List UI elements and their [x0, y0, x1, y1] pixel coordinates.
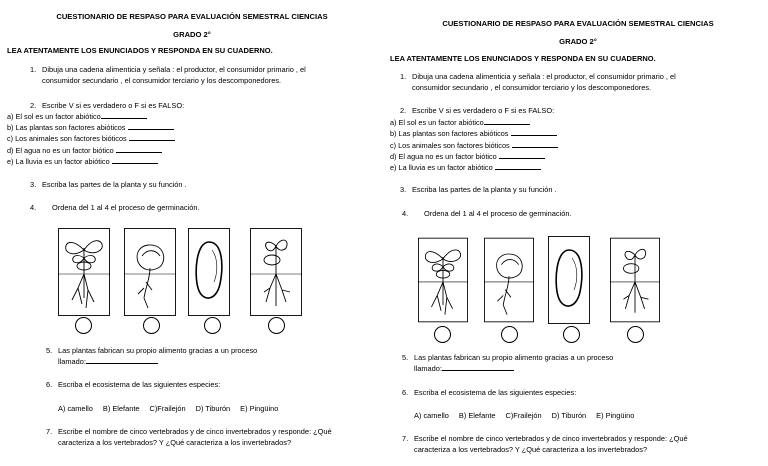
- grade-label: GRADO 2°: [559, 37, 597, 46]
- answer-blank[interactable]: [512, 141, 558, 148]
- bean-seed-icon: [548, 236, 590, 324]
- question-1: 1. Dibuja una cadena alimenticia y señala : el productor, el consumidor primario , el: [400, 72, 676, 81]
- answer-blank[interactable]: [442, 364, 514, 371]
- question-7-line-2: caracteriza a los vertebrados? Y ¿Qué caracteriza a los invertebrados?: [58, 438, 292, 447]
- species-item: C)Frailejón: [149, 404, 186, 413]
- bean-seed-icon: [188, 228, 230, 316]
- species-item: D) Tiburón: [195, 404, 231, 413]
- seedling-icon: [250, 228, 302, 316]
- answer-blank[interactable]: [129, 134, 175, 141]
- question-7: 7. Escribe el nombre de cinco vertebrados y de cinco invertebrados y responde: ¿Qué: [46, 427, 332, 436]
- question-1-line-2: consumidor secundario , el consumidor terciario y los descomponedores.: [412, 83, 652, 92]
- worksheet-page-right: [388, 0, 768, 466]
- answer-blank[interactable]: [101, 112, 147, 119]
- question-2: 2. Escribe V si es verdadero o F si es FALSO:: [30, 101, 185, 110]
- species-item: E) Pingüino: [596, 411, 635, 420]
- question-1-line-2: consumidor secundario , el consumidor terciario y los descomponedores.: [42, 76, 282, 85]
- answer-blank[interactable]: [86, 357, 158, 364]
- species-list: [58, 404, 278, 414]
- order-answer-circle[interactable]: [563, 326, 580, 343]
- order-answer-circle[interactable]: [75, 317, 92, 334]
- answer-blank[interactable]: [484, 118, 530, 125]
- germinating-seed-icon: [124, 228, 176, 316]
- seedling-icon: [610, 236, 660, 324]
- question-2-item-c: c) Los animales son factores bióticos: [7, 134, 175, 144]
- question-5-line-2: llamado:: [414, 364, 514, 374]
- order-answer-circle[interactable]: [501, 326, 518, 343]
- question-3: 3. Escriba las partes de la planta y su función .: [30, 180, 187, 189]
- question-2-item-a: a) El sol es un factor abiótico: [7, 112, 147, 122]
- species-item: C)Frailejón: [505, 411, 542, 420]
- question-2-item-d: d) El agua no es un factor biótico: [7, 146, 162, 156]
- question-6: 6. Escriba el ecosistema de las siguientes especies:: [46, 380, 221, 389]
- question-5: 5. Las plantas fabrican su propio alimento gracias a un proceso: [402, 353, 614, 362]
- question-4: 4. Ordena del 1 al 4 el proceso de germinación.: [402, 209, 572, 218]
- answer-blank[interactable]: [495, 163, 541, 170]
- question-2-item-e: e) La lluvia es un factor abiótico: [390, 163, 541, 173]
- instructions: LEA ATENTAMENTE LOS ENUNCIADOS Y RESPONDA EN SU CUADERNO.: [390, 54, 656, 63]
- worksheet-title: CUESTIONARIO DE RESPASO PARA EVALUACIÓN SEMESTRAL CIENCIAS: [442, 19, 714, 28]
- species-list: [414, 411, 634, 421]
- question-4: 4. Ordena del 1 al 4 el proceso de germinación.: [30, 203, 200, 212]
- order-answer-circle[interactable]: [143, 317, 160, 334]
- question-2: 2. Escribe V si es verdadero o F si es FALSO:: [400, 106, 555, 115]
- plant-with-leaves-icon: [58, 228, 110, 316]
- question-5-line-2: llamado:: [58, 357, 158, 367]
- answer-blank[interactable]: [128, 123, 174, 130]
- question-6: 6. Escriba el ecosistema de las siguientes especies:: [402, 388, 577, 397]
- question-2-item-b: b) Las plantas son factores abióticos: [7, 123, 174, 133]
- order-answer-circle[interactable]: [268, 317, 285, 334]
- question-7-line-2: caracteriza a los vertebrados? Y ¿Qué caracteriza a los invertebrados?: [414, 445, 648, 454]
- plant-with-leaves-icon: [418, 236, 468, 324]
- order-answer-circle[interactable]: [434, 326, 451, 343]
- species-item: E) Pingüino: [240, 404, 279, 413]
- answer-blank[interactable]: [112, 157, 158, 164]
- question-1: 1. Dibuja una cadena alimenticia y señala : el productor, el consumidor primario , el: [30, 65, 306, 74]
- species-item: A) camello: [414, 411, 449, 420]
- species-item: B) Elefante: [102, 404, 140, 413]
- grade-label: GRADO 2°: [173, 30, 211, 39]
- question-3: 3. Escriba las partes de la planta y su función .: [400, 185, 557, 194]
- germinating-seed-icon: [484, 236, 534, 324]
- question-2-item-a: a) El sol es un factor abiótico: [390, 118, 530, 128]
- question-7: 7. Escribe el nombre de cinco vertebrados y de cinco invertebrados y responde: ¿Qué: [402, 434, 688, 443]
- order-answer-circle[interactable]: [627, 326, 644, 343]
- worksheet-title: CUESTIONARIO DE RESPASO PARA EVALUACIÓN SEMESTRAL CIENCIAS: [56, 12, 328, 21]
- species-item: D) Tiburón: [551, 411, 587, 420]
- order-answer-circle[interactable]: [204, 317, 221, 334]
- question-5: 5. Las plantas fabrican su propio alimento gracias a un proceso: [46, 346, 258, 355]
- question-2-item-d: d) El agua no es un factor biótico: [390, 152, 545, 162]
- answer-blank[interactable]: [499, 152, 545, 159]
- species-item: A) camello: [58, 404, 93, 413]
- instructions: LEA ATENTAMENTE LOS ENUNCIADOS Y RESPONDA EN SU CUADERNO.: [7, 46, 273, 55]
- answer-blank[interactable]: [511, 129, 557, 136]
- question-2-item-b: b) Las plantas son factores abióticos: [390, 129, 557, 139]
- species-item: B) Elefante: [458, 411, 496, 420]
- answer-blank[interactable]: [116, 146, 162, 153]
- question-2-item-c: c) Los animales son factores bióticos: [390, 141, 558, 151]
- question-2-item-e: e) La lluvia es un factor abiótico: [7, 157, 158, 167]
